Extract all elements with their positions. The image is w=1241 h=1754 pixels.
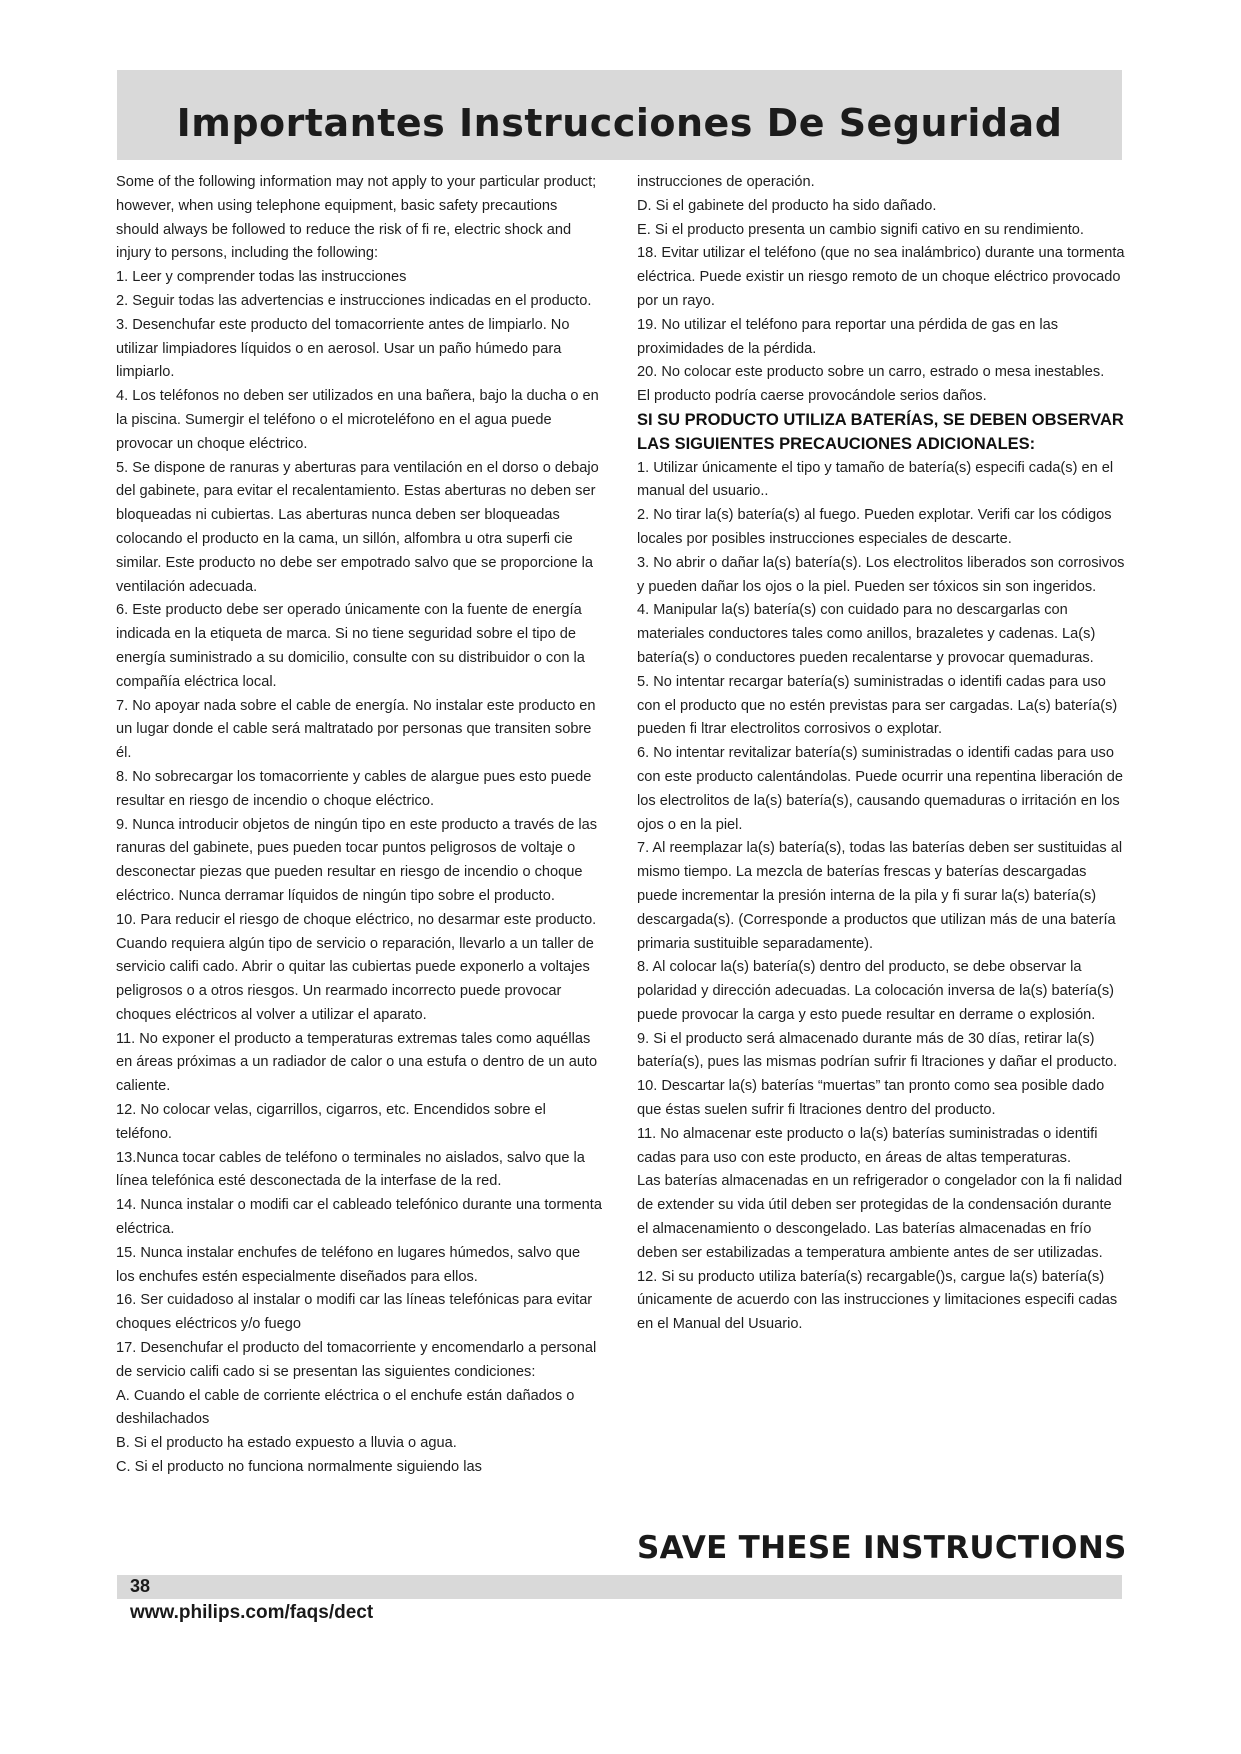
- list-item: 3. Desenchufar este producto del tomacorriente antes de limpiarlo. No utilizar limpiadores líquidos o en aerosol. Usar un paño húmedo para limpiarlo.: [116, 316, 570, 381]
- list-item: 13.Nunca tocar cables de teléfono o terminales no aislados, salvo que la línea telefónica esté desconectada de la interfase de la red.: [116, 1149, 585, 1190]
- list-item: 1. Leer y comprender todas las instrucciones: [116, 269, 407, 286]
- list-item: 1. Utilizar únicamente el tipo y tamaño de batería(s) especifi cada(s) en el manual del usuario..: [637, 459, 1114, 500]
- list-item: 4. Manipular la(s) batería(s) con cuidado para no descargarlas con materiales conductores tales como anillos, brazaletes y cadenas. La(s) batería(s) o conductores pueden recalentarse y provocar quemaduras.: [637, 602, 1096, 666]
- list-item: 5. No intentar recargar batería(s) suministradas o identifi cadas para uso con el producto que no estén previstas para ser cargadas. La(s) batería(s) pueden fi ltrar electrolitos corrosivos o explotar.: [637, 673, 1118, 738]
- list-item: 11. No exponer el producto a temperaturas extremas tales como aquéllas en áreas próximas a un radiador de calor o una estufa o dentro de un auto caliente.: [116, 1030, 598, 1095]
- list-item: instrucciones de operación.: [637, 174, 815, 190]
- list-item: 4. Los teléfonos no deben ser utilizados en una bañera, bajo la ducha o en la piscina. Sumergir el teléfono o el microteléfono en el agua puede provocar un choque eléctrico.: [116, 388, 599, 452]
- list-item: 10. Para reducir el riesgo de choque eléctrico, no desarmar este producto. Cuando requiera algún tipo de servicio o reparación, llevarlo a un taller de servicio califi cado. Abrir o quitar las cubiertas puede exponerlo a voltajes peligrosos o a otros riesgos. Un rearmado incorrecto puede provocar choques eléctricos al volver a utilizar el aparato.: [116, 911, 597, 1023]
- list-item: 17. Desenchufar el producto del tomacorriente y encomendarlo a personal de servicio califi cado si se presentan las siguientes condiciones:: [116, 1340, 597, 1380]
- list-item: 3. No abrir o dañar la(s) batería(s). Los electrolitos liberados son corrosivos y pueden dañar los ojos o la piel. Pueden ser tóxicos sin son ingeridos.: [637, 554, 1125, 595]
- page-title: Importantes Instrucciones De Seguridad: [176, 101, 1063, 145]
- list-item: 5. Se dispone de ranuras y aberturas para ventilación en el dorso o debajo del gabinete, para evitar el recalentamiento. Estas aberturas no deben ser bloqueadas ni cubiertas. Las aberturas nunca deben ser bloqueadas colocando el producto en la cama, un sillón, alfombra u otra superfi cie similar. Este producto no debe ser empotrado salvo que se proporcione la ventilación adecuada.: [116, 459, 599, 595]
- list-item: 19. No utilizar el teléfono para reportar una pérdida de gas en las proximidades de la pérdida.: [637, 316, 1059, 357]
- list-item: 11. No almacenar este producto o la(s) baterías suministradas o identifi cadas para uso con este producto, en áreas de altas temperaturas.: [637, 1125, 1098, 1166]
- list-item: 9. Nunca introducir objetos de ningún tipo en este producto a través de las ranuras del gabinete, pues pueden tocar puntos peligrosos de voltaje o desconectar piezas que pueden resultar en riesgo de incendio o choque eléctrico. Nunca derramar líquidos de ningún tipo sobre el producto.: [116, 816, 598, 904]
- list-item: B. Si el producto ha estado expuesto a lluvia o agua.: [116, 1435, 457, 1452]
- list-item: El producto podría caerse provocándole serios daños.: [637, 388, 987, 405]
- list-item: 6. Este producto debe ser operado únicamente con la fuente de energía indicada en la etiqueta de marca. Si no tiene seguridad sobre el tipo de energía suministrado a su domicilio, consulte con su distribuidor o con la compañía eléctrica local.: [116, 602, 585, 690]
- left-column: [116, 171, 602, 1480]
- list-item: 2. Seguir todas las advertencias e instrucciones indicadas en el producto.: [116, 292, 592, 309]
- list-item: 6. No intentar revitalizar batería(s) suministradas o identifi cadas para uso con este producto calentándolas. Puede ocurrir una repentina liberación de los electrolitos de la(s) batería(s), causando quemaduras o irritación en los ojos o en la piel.: [637, 745, 1123, 833]
- list-item: 14. Nunca instalar o modifi car el cableado telefónico durante una tormenta eléctrica.: [116, 1197, 602, 1238]
- list-item: 18. Evitar utilizar el teléfono (que no sea inalámbrico) durante una tormenta eléctrica. Puede existir un riesgo remoto de un choque eléctrico provocado por un rayo.: [637, 245, 1125, 309]
- list-item: 20. No colocar este producto sobre un carro, estrado o mesa inestables.: [637, 364, 1105, 381]
- page-number: 38: [130, 1576, 151, 1596]
- right-column: [637, 171, 1127, 1337]
- list-item: E. Si el producto presenta un cambio signifi cativo en su rendimiento.: [637, 221, 1084, 238]
- list-item: 2. No tirar la(s) batería(s) al fuego. Pueden explotar. Verifi car los códigos locales por posibles instrucciones especiales de descarte.: [637, 507, 1112, 547]
- list-item: 7. Al reemplazar la(s) batería(s), todas las baterías deben ser sustituidas al mismo tiempo. La mezcla de baterías frescas y baterías descargadas puede incrementar la presión interna de la pila y fi surar la(s) batería(s) descargada(s). (Corresponde a productos que utilizan más de una batería primaria sustituible separadamente).: [637, 840, 1123, 952]
- list-item: 12. No colocar velas, cigarrillos, cigarros, etc. Encendidos sobre el teléfono.: [116, 1102, 546, 1142]
- list-item: 16. Ser cuidadoso al instalar o modifi car las líneas telefónicas para evitar choques eléctricos y/o fuego: [116, 1292, 593, 1333]
- list-item: 7. No apoyar nada sobre el cable de energía. No instalar este producto en un lugar donde el cable será maltratado por personas que transiten sobre él.: [116, 697, 596, 762]
- list-item: 9. Si el producto será almacenado durante más de 30 días, retirar la(s) batería(s), pues las mismas podrían sufrir fi ltraciones y dañar el producto.: [637, 1030, 1118, 1071]
- list-item: 8. No sobrecargar los tomacorriente y cables de alargue pues esto puede resultar en riesgo de incendio o choque eléctrico.: [116, 768, 592, 809]
- list-item: 15. Nunca instalar enchufes de teléfono en lugares húmedos, salvo que los enchufes estén especialmente diseñados para ellos.: [116, 1244, 581, 1285]
- list-item: 12. Si su producto utiliza batería(s) recargable()s, cargue la(s) batería(s) únicamente de acuerdo con las instrucciones y limitaciones especifi cadas en el Manual del Usuario.: [637, 1268, 1118, 1333]
- battery-precautions-heading: SI SU PRODUCTO UTILIZA BATERÍAS, SE DEBEN OBSERVAR LAS SIGUIENTES PRECAUCIONES ADICIONALES:: [637, 410, 1124, 453]
- list-item: D. Si el gabinete del producto ha sido dañado.: [637, 197, 937, 214]
- footer-url[interactable]: www.philips.com/faqs/dect: [130, 1602, 374, 1623]
- footer-band: [117, 1575, 1122, 1599]
- list-item: 10. Descartar la(s) baterías “muertas” tan pronto como sea posible dado que éstas suelen sufrir fi ltraciones dentro del producto.: [637, 1078, 1105, 1119]
- list-item: A. Cuando el cable de corriente eléctrica o el enchufe están dañados o deshilachados: [116, 1387, 575, 1428]
- save-instructions-heading: SAVE THESE INSTRUCTIONS: [637, 1530, 1127, 1566]
- list-item: 8. Al colocar la(s) batería(s) dentro del producto, se debe observar la polaridad y dirección adecuadas. La colocación inversa de la(s) batería(s) puede provocar la carga y esto puede resultar en derrame o explosión.: [637, 959, 1114, 1023]
- list-item: C. Si el producto no funciona normalmente siguiendo las: [116, 1459, 482, 1476]
- list-item: Las baterías almacenadas en un refrigerador o congelador con la fi nalidad de extender su vida útil deben ser protegidas de la condensación durante el almacenamiento o descongelado. Las baterías almacenadas en frío deben ser estabilizadas a temperatura ambiente antes de ser utilizadas.: [637, 1173, 1123, 1261]
- intro-paragraph: Some of the following information may not apply to your particular product; however, when using telephone equipment, basic safety precautions should always be followed to reduce the risk of fi re, electric shock and injury to persons, including the following:: [116, 174, 597, 262]
